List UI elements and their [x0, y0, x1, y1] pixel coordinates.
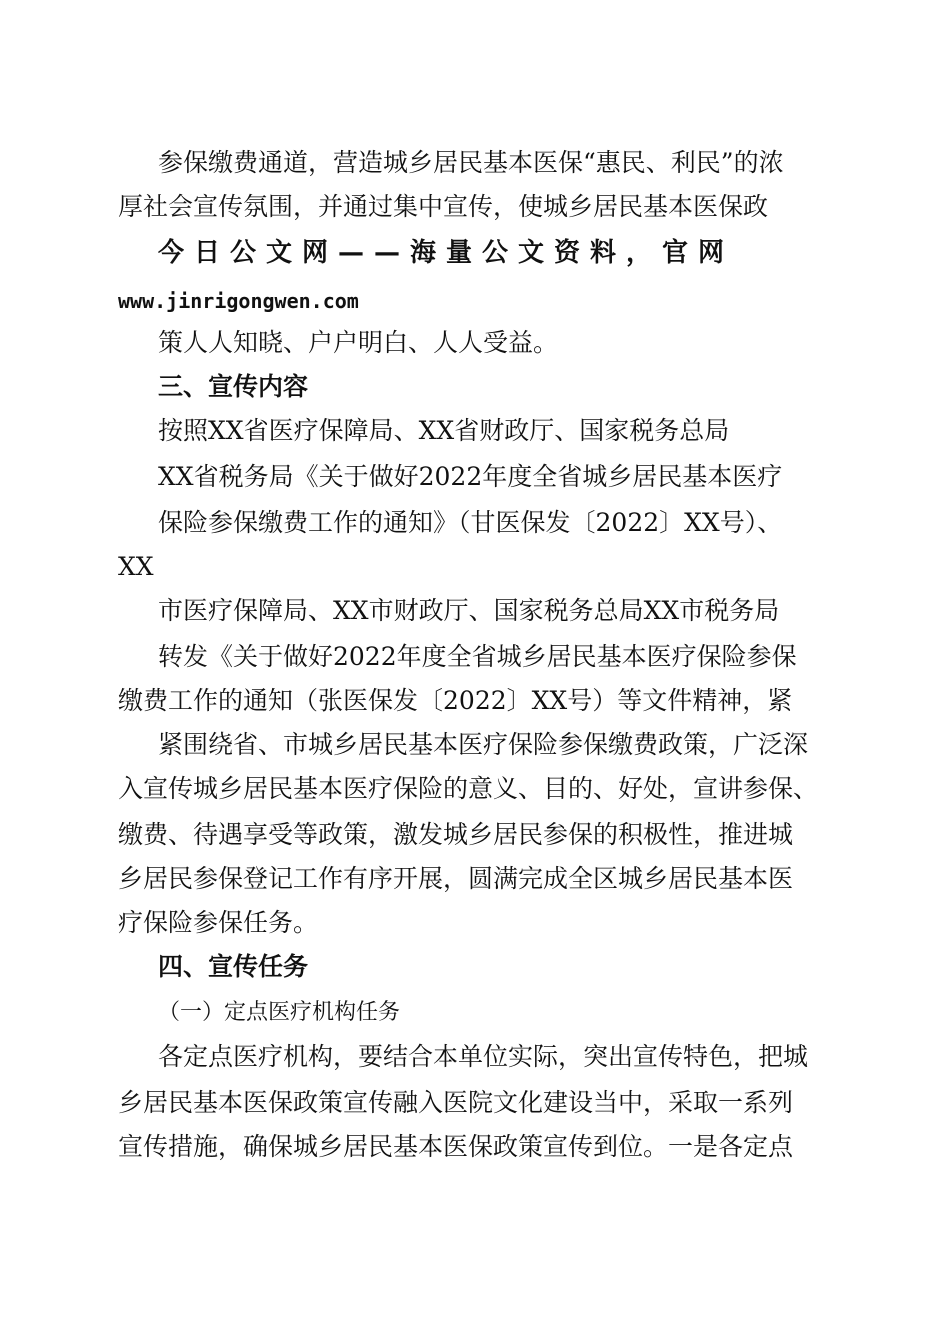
- paragraph-line: 乡居民参保登记工作有序开展，圆满完成全区城乡居民基本医: [118, 864, 794, 893]
- paragraph-line: XX省税务局《关于做好2022年度全省城乡居民基本医疗: [158, 462, 783, 491]
- watermark-text: 今日公文网——海量公文资料，官网: [158, 238, 735, 268]
- watermark-url[interactable]: www.jinrigongwen.com: [118, 289, 359, 313]
- paragraph-line: 策人人知晓、户户明白、人人受益。: [158, 328, 559, 357]
- paragraph-line: 参保缴费通道，营造城乡居民基本医保“惠民、利民”的浓: [158, 148, 784, 177]
- paragraph-line: 宣传措施，确保城乡居民基本医保政策宣传到位。一是各定点: [118, 1132, 794, 1161]
- paragraph-line: 缴费、待遇享受等政策，激发城乡居民参保的积极性，推进城: [118, 820, 794, 849]
- paragraph-line: XX: [118, 552, 154, 581]
- paragraph-line: 入宣传城乡居民基本医疗保险的意义、目的、好处，宣讲参保、: [118, 774, 819, 803]
- paragraph-line: 疗保险参保任务。: [118, 908, 319, 937]
- section-heading-4: 四、宣传任务: [158, 952, 309, 981]
- paragraph-line: 市医疗保障局、XX市财政厅、国家税务总局XX市税务局: [158, 596, 780, 625]
- paragraph-line: 乡居民基本医保政策宣传融入医院文化建设当中，采取一系列: [118, 1088, 794, 1117]
- paragraph-line: 按照XX省医疗保障局、XX省财政厅、国家税务总局: [158, 416, 730, 445]
- subsection-heading: （一）定点医疗机构任务: [158, 1000, 401, 1025]
- section-heading-3: 三、宣传内容: [158, 372, 309, 401]
- paragraph-line: 缴费工作的通知（张医保发〔2022〕XX号）等文件精神，紧: [118, 686, 793, 715]
- paragraph-line: 厚社会宣传氛围，并通过集中宣传，使城乡居民基本医保政: [118, 192, 769, 221]
- paragraph-line: 各定点医疗机构，要结合本单位实际，突出宣传特色，把城: [158, 1042, 809, 1071]
- paragraph-line: 保险参保缴费工作的通知》（甘医保发〔2022〕XX号）、: [158, 508, 783, 537]
- paragraph-line: 紧围绕省、市城乡居民基本医疗保险参保缴费政策，广泛深: [158, 730, 809, 759]
- paragraph-line: 转发《关于做好2022年度全省城乡居民基本医疗保险参保: [158, 642, 797, 671]
